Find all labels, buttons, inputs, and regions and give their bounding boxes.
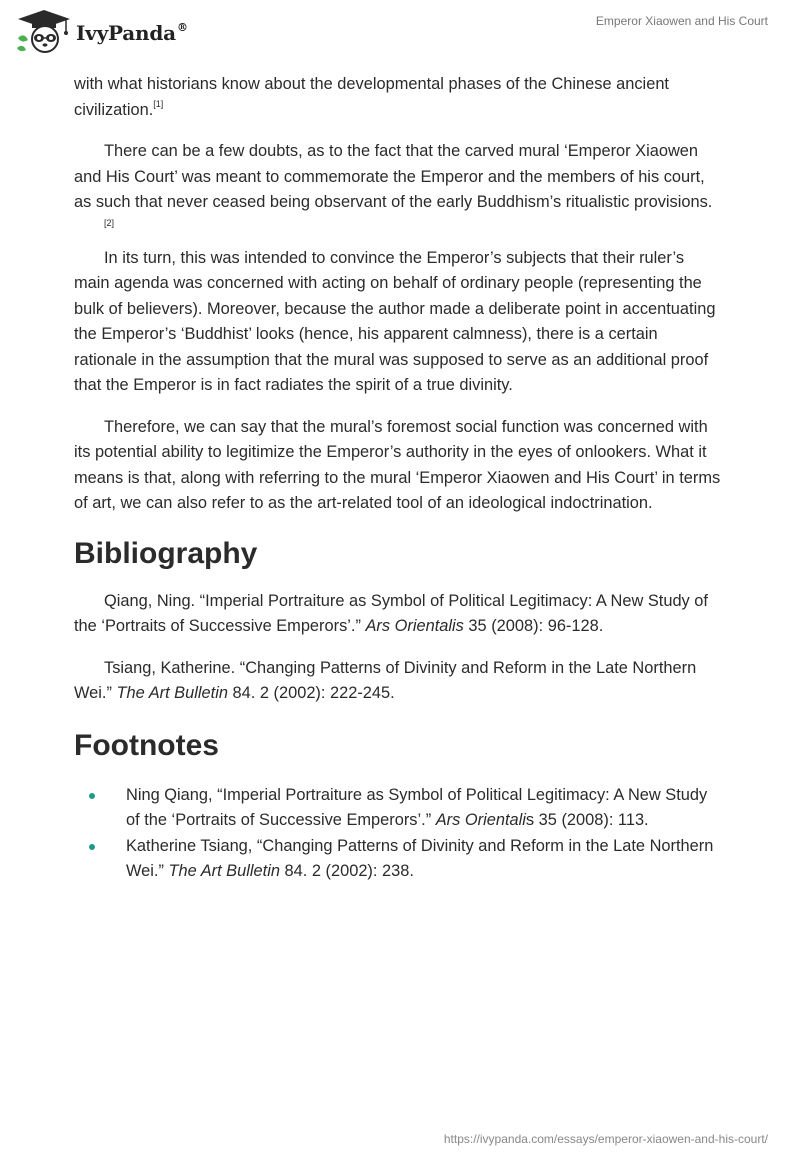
bullet-icon: [89, 793, 95, 799]
footnote-item: Katherine Tsiang, “Changing Patterns of Divinity and Reform in the Late Northern Wei.” The Art Bulletin 84. 2 (2002): 238.: [74, 834, 724, 885]
footer-url[interactable]: https://ivypanda.com/essays/emperor-xiaowen-and-his-court/: [443, 1132, 768, 1146]
bullet-icon: [89, 844, 95, 850]
footnotes-heading: Footnotes: [74, 728, 219, 762]
footnote-item: Ning Qiang, “Imperial Portraiture as Symbol of Political Legitimacy: A New Study of the ‘Portraits of Successive Emperors’.” Ars Orientalis 35 (2008): 113.: [74, 783, 724, 834]
bibliography-heading: Bibliography: [74, 536, 258, 570]
footnote-ref-2[interactable]: [2]: [104, 217, 115, 228]
footnote-ref-1[interactable]: [1]: [153, 98, 164, 109]
bibliography-entry: Qiang, Ning. “Imperial Portraiture as Symbol of Political Legitimacy: A New Study of the ‘Portraits of Successive Emperors’.” Ars Orientalis 35 (2008): 96-128.: [74, 591, 708, 635]
document-title: Emperor Xiaowen and His Court: [595, 14, 768, 28]
bibliography-entry: Tsiang, Katherine. “Changing Patterns of Divinity and Reform in the Late Northern Wei.” The Art Bulletin 84. 2 (2002): 222-245.: [74, 658, 697, 702]
panda-graduate-icon: [14, 8, 74, 54]
page-header: [0, 0, 800, 68]
paragraph-1: with what historians know about the developmental phases of the Chinese ancient civilization.[1]: [74, 75, 669, 119]
ivypanda-logo[interactable]: [14, 8, 188, 54]
paragraph-4: Therefore, we can say that the mural’s foremost social function was concerned with its potential ability to legitimize the Emperor’s authority in the eyes of onlookers. What it means is that, along with referring to the mural ‘Emperor Xiaowen and His Court’ in terms of art, we can also refer to as the art-related tool of an ideological indoctrination.: [74, 417, 721, 512]
paragraph-3: In its turn, this was intended to convince the Emperor’s subjects that their ruler’s main agenda was concerned with acting on behalf of ordinary people (representing the bulk of believers). Moreover, because the author made a deliberate point in accentuating the Emperor’s ‘Buddhist’ looks (hence, his apparent calmness), there is a certain rationale in the assumption that the mural was supposed to serve as an additional proof that the Emperor is in fact radiates the spirit of a true divinity.: [74, 248, 716, 394]
paragraph-2: There can be a few doubts, as to the fact that the carved mural ‘Emperor Xiaowen and His Court’ was meant to commemorate the Emperor and the members of his court, as such that never ceased being observant of the early Buddhism’s ritualistic provisions. [2]: [74, 139, 724, 230]
footnotes-list: [74, 783, 724, 885]
essay-content: [74, 72, 724, 885]
brand-name: IvyPanda®: [76, 21, 188, 45]
